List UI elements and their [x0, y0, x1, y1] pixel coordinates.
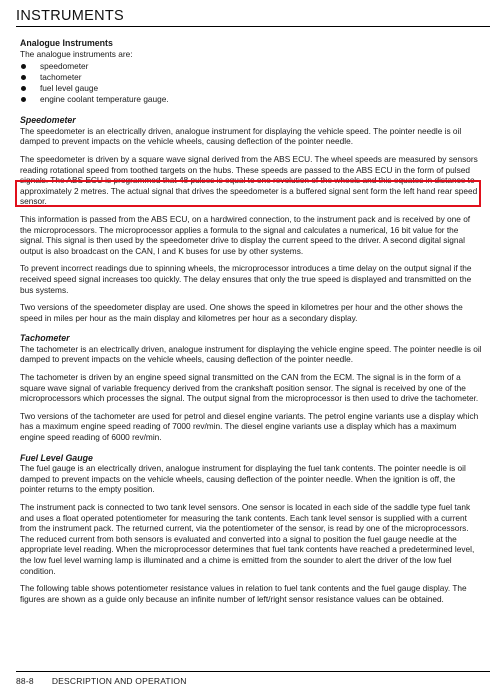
list-item: tachometer [20, 72, 482, 83]
page-number: 88-8 [16, 676, 34, 686]
analogue-intro: The analogue instruments are: [20, 48, 133, 59]
tachometer-paragraph: The tachometer is an electrically driven, analogue instrument for displaying the vehicle engine speed. The pointer needle is oil damped to prevent impacts on the vehicle wheels, causing deflection of the pointer needle. [20, 343, 482, 365]
bullet-icon [21, 86, 26, 91]
footer-divider [16, 671, 490, 672]
bullet-icon [21, 75, 26, 80]
document-body [20, 38, 482, 611]
list-item: speedometer [20, 61, 482, 72]
fuel-gauge-heading: Fuel Level Gauge [20, 452, 93, 463]
speedometer-paragraph: To prevent incorrect readings due to spinning wheels, the microprocessor introduces a time delay on the output signal if the received speed signal increases too quickly. The delay ensures that only the true speed is displayed and transmitted on the bus systems. [20, 263, 472, 295]
analogue-heading: Analogue Instruments [20, 38, 113, 48]
fuel-gauge-paragraph: The following table shows potentiometer resistance values in relation to fuel tank contents and the fuel gauge display. The figures are shown as a guide only because an infinite number of left/right sensor resistance values can be obtained. [20, 583, 467, 604]
fuel-gauge-paragraph: The fuel gauge is an electrically driven, analogue instrument for displaying the fuel tank contents. The pointer needle is oil damped to prevent impacts on the vehicle wheels, causing deflection of the pointer needle. When the ignition is off, the pointer returns to the empty position. [20, 463, 466, 495]
list-item: engine coolant temperature gauge. [20, 94, 482, 105]
fuel-gauge-paragraph: The instrument pack is connected to two tank level sensors. One sensor is located in each side of the saddle type fuel tank and uses a float operated potentiometer for measuring the tank contents. Each tank level sensor is supplied with a current from the instrument pack. The returned current, via the potentiometer of the sensor, is read by one of the microprocessors. The reduced current from both sensors is evaluated and converted into a signal to position the fuel gauge needle at the appropriate level reading. When the microprocessor determines that fuel tank contents have reached a predetermined level, the low fuel level warning lamp is illuminated and a chime is emitted from the sounder to alert the driver of the low fuel condition. [20, 502, 475, 576]
analogue-list [20, 61, 482, 105]
bullet-icon [21, 64, 26, 69]
tachometer-heading: Tachometer [20, 333, 70, 344]
speedometer-heading: Speedometer [20, 115, 76, 126]
speedometer-paragraph: This information is passed from the ABS ECU, on a hardwired connection, to the instrument pack and is received by one of the microprocessors. The microprocessor applies a formula to the signal and calculates a numerical, 16 bit value for the signal. This signal is then used by the speedometer drive to display the current speed to the driver. A second digital signal output is also broadcast on the CAN, I and K buses for use by other systems. [20, 213, 471, 256]
page-footer [16, 671, 490, 686]
page-title: INSTRUMENTS [16, 8, 125, 24]
list-item: fuel level gauge [20, 83, 482, 94]
page-header [16, 0, 490, 27]
bullet-icon [21, 97, 26, 102]
footer-section: DESCRIPTION AND OPERATION [51, 676, 187, 686]
tachometer-paragraph: Two versions of the tachometer are used for petrol and diesel engine variants. The petrol engine variants use a display which has a maximum engine speed reading of 7000 rev/min. The diesel engine variants use a display which has a maximum engine speed reading of 6000 rev/min. [20, 410, 479, 443]
speedometer-paragraph: Two versions of the speedometer display are used. One shows the speed in kilometres per hour and the other shows the speed in miles per hour as the main display and kilometres per hour as a secondary display. [20, 302, 463, 323]
tachometer-paragraph: The tachometer is driven by an engine speed signal transmitted on the CAN from the ECM. The signal is in the form of a square wave signal of variable frequency derived from the crankshaft position sensor. The signal is received by one of the microprocessors which processes the signal. The output signal from the microprocessor is then used to drive the tachometer. [20, 372, 479, 404]
speedometer-paragraph: The speedometer is an electrically driven, analogue instrument for displaying the vehicle speed. The pointer needle is oil damped to prevent impacts on the vehicle wheels, causing deflection of the pointer needle. [20, 125, 462, 147]
speedometer-paragraph: The speedometer is driven by a square wave signal derived from the ABS ECU. The wheel speeds are measured by sensors reading rotational speed from toothed targets on the hubs. These speeds are passed to the ABS ECU in the form of pulsed signals. The ABS ECU is programmed that 48 pulses is equal to one revolution of the wheels and this equates in distance to approximately 2 metres. The actual signal that drives the speedometer is a buffered signal sent form the left hand rear speed sensor. [20, 153, 478, 207]
